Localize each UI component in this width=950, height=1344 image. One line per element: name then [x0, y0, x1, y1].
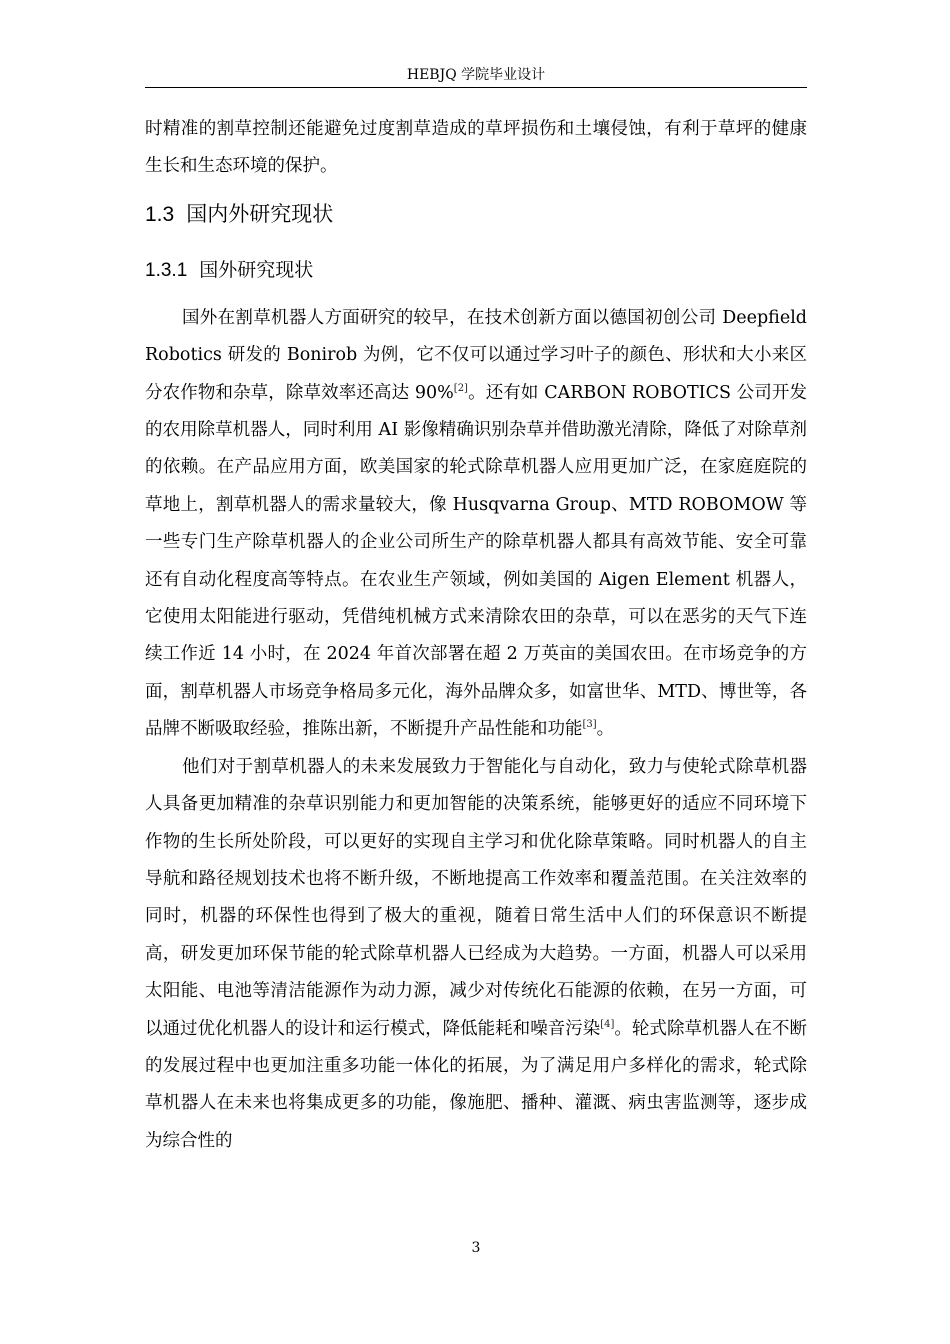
paragraph2-text-b: 。轮式除草机器人在不断的发展过程中也更加注重多功能一体化的拓展，为了满足用户多样化的需求，轮式除草机器人在未来也将集成更多的功能，像施肥、播种、灌溉、病虫害监测等，逐步成为综合性的: [145, 1018, 808, 1151]
subsection-title: 国外研究现状: [199, 258, 314, 281]
running-header: HEBJQ 学院毕业设计: [406, 67, 546, 83]
section-number: 1.3: [145, 202, 175, 226]
header-rule: [145, 87, 807, 88]
page-number: 3: [471, 1240, 481, 1256]
paragraph-foreign-research: [145, 300, 807, 749]
page-body: [145, 111, 807, 1160]
paragraph2-text-a: 他们对于割草机器人的未来发展致力于智能化与自动化，致力与使轮式除草机器人具备更加精准的杂草识别能力和更加智能的决策系统，能够更好的适应不同环境下作物的生长所处阶段，可以更好的实现自主学习和优化除草策略。同时机器人的自主导航和路径规划技术也将不断升级，不断地提高工作效率和覆盖范围。在关注效率的同时，机器的环保性也得到了极大的重视，随着日常生活中人们的环保意识不断提高，研发更加环保节能的轮式除草机器人已经成为大趋势。一方面，机器人可以采用太阳能、电池等清洁能源作为动力源，减少对传统化石能源的依赖，在另一方面，可以通过优化机器人的设计和运行模式，降低能耗和噪音污染: [145, 756, 807, 1039]
section-heading-wrap: [145, 199, 807, 230]
citation-4: [4]: [600, 1018, 615, 1030]
subsection-heading: [145, 256, 807, 285]
paragraph1-text-b: 。还有如 CARBON ROBOTICS 公司开发的农用除草机器人，同时利用 AI 影像精确识别杂草并借助激光清除，降低了对除草剂的依赖。在产品应用方面，欧美国家的轮式除草机器人应用更加广泛，在家庭庭院的草地上，割草机器人的需求量较大，像 Husqvarna Group、MTD ROBOMOW 等一些专门生产除草机器人的企业公司所生产的除草机器人都具有高效节能、安全可靠还有自动化程度高等特点。在农业生产领域，例如美国的 Aigen Element 机器人，它使用太阳能进行驱动，凭借纯机械方式来清除农田的杂草，可以在恶劣的天气下连续工作近 14 小时，在 2024 年首次部署在超 2 万英亩的美国农田。在市场竞争的方面，割草机器人市场竞争格局多元化，海外品牌众多，如富世华、MTD、博世等，各品牌不断吸取经验，推陈出新，不断提升产品性能和功能: [145, 382, 807, 740]
subsection-number: 1.3.1: [145, 259, 188, 281]
subsection-heading-wrap: [145, 256, 807, 285]
paragraph-future-development: [145, 749, 807, 1160]
section-heading: [145, 199, 807, 230]
paragraph1-text-c: 。: [596, 719, 615, 740]
intro-paragraph: 时精准的割草控制还能避免过度割草造成的草坪损伤和土壤侵蚀，有利于草坪的健康生长和生态环境的保护。: [145, 119, 807, 177]
citation-2: [2]: [453, 382, 468, 394]
section-title: 国内外研究现状: [186, 201, 334, 226]
paragraph1-text-a: 国外在割草机器人方面研究的较早，在技术创新方面以德国初创公司 Deepfield Robotics 研发的 Bonirob 为例，它不仅可以通过学习叶子的颜色、形状和大小来区分农作物和杂草，除草效率还高达 90%: [145, 307, 807, 403]
citation-3: [3]: [582, 719, 597, 731]
